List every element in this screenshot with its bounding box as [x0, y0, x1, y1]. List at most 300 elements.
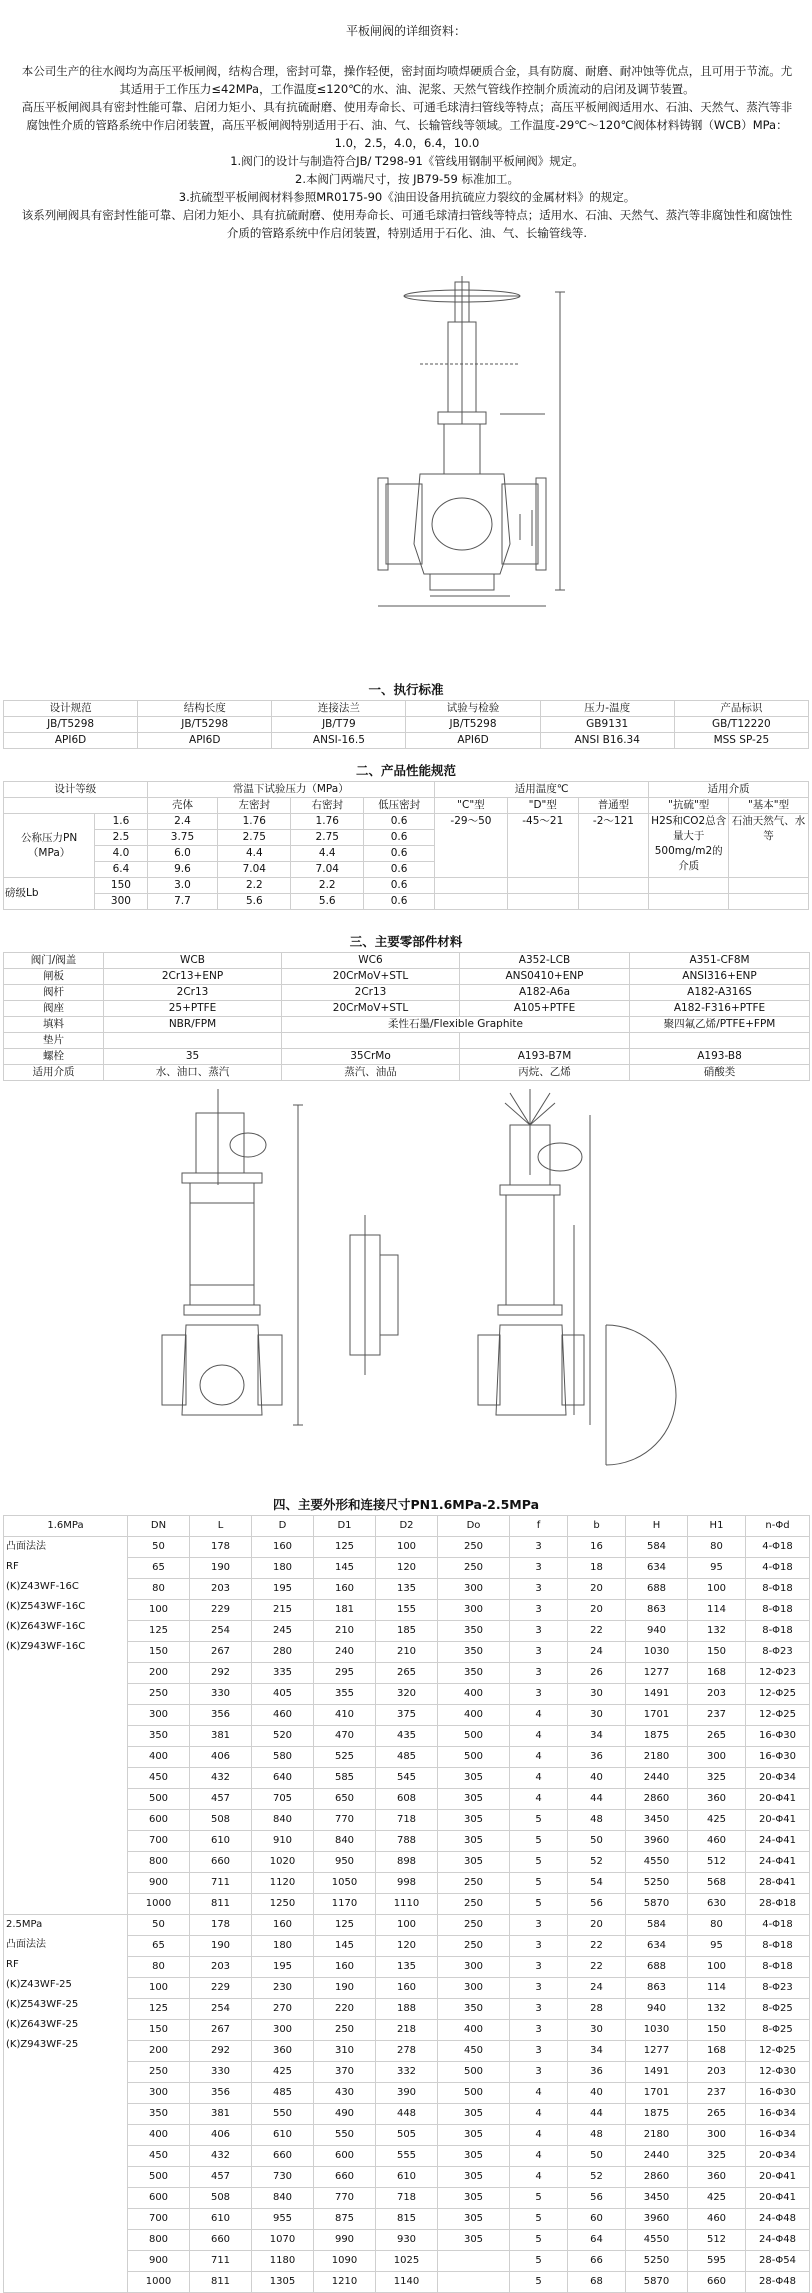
dim-cell: 160	[314, 1957, 376, 1978]
dim-cell: 1030	[626, 1642, 688, 1663]
dim-cell: 178	[190, 1915, 252, 1936]
dim-header: 1.6MPa	[4, 1516, 128, 1537]
dim-cell: 135	[376, 1957, 438, 1978]
dim-cell: 460	[688, 2209, 746, 2230]
dim-cell: 610	[252, 2125, 314, 2146]
dim-cell: 2180	[626, 2125, 688, 2146]
dim-cell: 188	[376, 1999, 438, 2020]
dim-cell: 254	[190, 1621, 252, 1642]
mat-cell: A182-A6a	[460, 985, 630, 1001]
dim-cell: 1030	[626, 2020, 688, 2041]
dim-cell: 8-Φ18	[746, 1936, 810, 1957]
dim-cell: 900	[128, 2251, 190, 2272]
mat-cell: 35CrMo	[282, 1049, 460, 1065]
dim-cell: 295	[314, 1663, 376, 1684]
dim-cell: 160	[376, 1978, 438, 1999]
materials-row	[4, 1049, 810, 1065]
std-cell: GB/T12220	[674, 717, 808, 733]
dim-cell: 200	[128, 1663, 190, 1684]
dim-cell: 8-Φ18	[746, 1957, 810, 1978]
dim-cell: 20-Φ34	[746, 1768, 810, 1789]
dim-cell: 305	[438, 2188, 510, 2209]
dim-cell: 20-Φ41	[746, 2188, 810, 2209]
dim-cell: 406	[190, 2125, 252, 2146]
dim-cell: 95	[688, 1558, 746, 1579]
dim-cell: 660	[190, 2230, 252, 2251]
dim-cell: 300	[438, 1957, 510, 1978]
perf-cell: 0.6	[364, 814, 435, 830]
dim-cell: 250	[438, 1936, 510, 1957]
dim-cell: 550	[314, 2125, 376, 2146]
dim-cell: 305	[438, 1852, 510, 1873]
dim-cell: 390	[376, 2083, 438, 2104]
dim-cell: 8-Φ23	[746, 1642, 810, 1663]
dim-cell: 2440	[626, 2146, 688, 2167]
dim-cell: 508	[190, 1810, 252, 1831]
dim-cell: 545	[376, 1768, 438, 1789]
dim-cell: 381	[190, 1726, 252, 1747]
dim-cell: 300	[438, 1600, 510, 1621]
std-cell: MSS SP-25	[674, 733, 808, 749]
perf-cell: 1.76	[291, 814, 364, 830]
dim-cell: 135	[376, 1579, 438, 1600]
dim-cell: 568	[688, 1873, 746, 1894]
dim-cell: 28-Φ48	[746, 2272, 810, 2293]
dim-cell: 40	[568, 2083, 626, 2104]
dim-cell: 305	[438, 1810, 510, 1831]
dim-cell: 229	[190, 1600, 252, 1621]
mat-label: 填料	[4, 1017, 104, 1033]
dim-cell: 700	[128, 1831, 190, 1852]
perf-media-header: 适用介质	[649, 782, 809, 798]
dim-cell: 305	[438, 2209, 510, 2230]
dim-cell: 114	[688, 1978, 746, 1999]
dim-cell: 310	[314, 2041, 376, 2062]
std-cell: GB9131	[540, 717, 674, 733]
dim-cell: 1250	[252, 1894, 314, 1915]
dim-cell: 350	[128, 1726, 190, 1747]
materials-table	[3, 952, 810, 1081]
mat-cell: A182-F316+PTFE	[630, 1001, 810, 1017]
dim-cell: 425	[688, 2188, 746, 2209]
std-cell: JB/T5298	[4, 717, 138, 733]
dim-cell: 660	[252, 2146, 314, 2167]
model-label: (K)Z43WF-25	[6, 1979, 72, 1990]
dim-cell: 210	[376, 1642, 438, 1663]
table-row	[4, 1915, 810, 1936]
mat-cell: NBR/FPM	[104, 1017, 282, 1033]
dim-cell: 237	[688, 1705, 746, 1726]
dim-cell: 3	[510, 1642, 568, 1663]
dim-cell: 4	[510, 1705, 568, 1726]
dim-cell: 550	[252, 2104, 314, 2125]
std-cell: JB/T79	[272, 717, 406, 733]
dim-cell: 20	[568, 1579, 626, 1600]
dim-cell: 940	[626, 1621, 688, 1642]
materials-row	[4, 985, 810, 1001]
dim-cell: 250	[438, 1537, 510, 1558]
dim-cell: 114	[688, 1600, 746, 1621]
mat-cell	[630, 1033, 810, 1049]
mat-cell: A182-A316S	[630, 985, 810, 1001]
model-label: (K)Z43WF-16C	[6, 1581, 79, 1592]
dim-cell: 5	[510, 2230, 568, 2251]
dim-cell: 500	[438, 2062, 510, 2083]
dim-cell: 1020	[252, 1852, 314, 1873]
perf-cell: 1.6	[95, 814, 147, 830]
dim-cell: 60	[568, 2209, 626, 2230]
mat-label: 阀门/阀盖	[4, 953, 104, 969]
dim-cell: 1491	[626, 2062, 688, 2083]
dim-header: H	[626, 1516, 688, 1537]
perf-sub: 左密封	[218, 798, 291, 814]
dim-cell: 4	[510, 2146, 568, 2167]
dim-cell: 180	[252, 1558, 314, 1579]
dim-cell: 485	[376, 1747, 438, 1768]
intro-para: 2.本阀门两端尺寸，按 JB79-59 标准加工。	[295, 172, 519, 186]
dim-cell: 325	[688, 1768, 746, 1789]
dim-cell: 595	[688, 2251, 746, 2272]
perf-cell: 0.6	[364, 894, 435, 910]
dim-cell: 28	[568, 1999, 626, 2020]
dim-cell: 300	[688, 2125, 746, 2146]
dim-cell: 350	[438, 1642, 510, 1663]
std-header: 压力-温度	[540, 701, 674, 717]
dim-cell: 650	[314, 1789, 376, 1810]
std-header: 产品标识	[674, 701, 808, 717]
dim-cell: 30	[568, 2020, 626, 2041]
dim-cell: 132	[688, 1621, 746, 1642]
dim-cell: 80	[688, 1915, 746, 1936]
dim-cell: 350	[438, 1663, 510, 1684]
dim-cell: 28-Φ41	[746, 1873, 810, 1894]
dim-cell: 1120	[252, 1873, 314, 1894]
dim-cell: 210	[314, 1621, 376, 1642]
std-header: 结构长度	[138, 701, 272, 717]
dim-cell: 1140	[376, 2272, 438, 2293]
dim-cell: 4	[510, 1768, 568, 1789]
dim-cell: 65	[128, 1558, 190, 1579]
dim-cell: 300	[252, 2020, 314, 2041]
mat-cell: A352-LCB	[460, 953, 630, 969]
dim-cell: 8-Φ25	[746, 2020, 810, 2041]
dim-cell: 457	[190, 1789, 252, 1810]
valve-drawing-manual	[0, 274, 812, 676]
dim-cell: 181	[314, 1600, 376, 1621]
dim-cell: 3	[510, 1999, 568, 2020]
dim-cell: 1025	[376, 2251, 438, 2272]
dim-cell: 22	[568, 1957, 626, 1978]
model-label: 凸面法法	[6, 1939, 46, 1950]
perf-cell: 1.76	[218, 814, 291, 830]
mat-cell: 丙烷、乙烯	[460, 1065, 630, 1081]
dim-cell: 634	[626, 1936, 688, 1957]
mat-cell	[282, 1033, 460, 1049]
table-row	[4, 1537, 810, 1558]
dim-cell: 34	[568, 1726, 626, 1747]
dim-cell: 305	[438, 2104, 510, 2125]
dim-cell: 770	[314, 1810, 376, 1831]
dim-cell: 1277	[626, 2041, 688, 2062]
dim-cell: 250	[438, 1873, 510, 1894]
intro-text	[0, 62, 812, 274]
perf-temp-normal: -2～121	[578, 814, 649, 878]
dim-cell: 350	[438, 1621, 510, 1642]
perf-cell: 0.6	[364, 862, 435, 878]
dim-cell: 1110	[376, 1894, 438, 1915]
dim-cell: 3	[510, 1936, 568, 1957]
dim-cell: 16-Φ30	[746, 2083, 810, 2104]
dim-cell: 5	[510, 1831, 568, 1852]
model-label: (K)Z943WF-25	[6, 2039, 79, 2050]
dim-cell: 811	[190, 1894, 252, 1915]
dim-cell: 700	[128, 2209, 190, 2230]
dim-cell: 8-Φ23	[746, 1978, 810, 1999]
dim-cell: 863	[626, 1600, 688, 1621]
dim-cell: 5	[510, 2209, 568, 2230]
dim-header-row	[4, 1516, 810, 1537]
dim-cell: 2860	[626, 1789, 688, 1810]
dim-cell: 610	[190, 1831, 252, 1852]
dim-cell: 190	[190, 1936, 252, 1957]
dim-cell: 5250	[626, 1873, 688, 1894]
dim-cell: 410	[314, 1705, 376, 1726]
dim-cell: 608	[376, 1789, 438, 1810]
mat-label: 垫片	[4, 1033, 104, 1049]
dim-cell: 3	[510, 1621, 568, 1642]
dim-cell: 400	[438, 1684, 510, 1705]
standards-table	[3, 700, 809, 749]
dim-cell: 4550	[626, 2230, 688, 2251]
dim-cell: 305	[438, 2125, 510, 2146]
dim-cell: 100	[128, 1978, 190, 1999]
dim-cell: 512	[688, 2230, 746, 2251]
dim-cell: 330	[190, 1684, 252, 1705]
dim-cell: 36	[568, 1747, 626, 1768]
dim-cell: 356	[190, 1705, 252, 1726]
materials-row	[4, 969, 810, 985]
mat-cell: A105+PTFE	[460, 1001, 630, 1017]
dim-cell: 381	[190, 2104, 252, 2125]
dim-cell: 305	[438, 2146, 510, 2167]
dim-cell: 237	[688, 2083, 746, 2104]
dim-cell: 305	[438, 1831, 510, 1852]
mat-cell: ANSI316+ENP	[630, 969, 810, 985]
perf-sub: 右密封	[291, 798, 364, 814]
dim-cell: 56	[568, 1894, 626, 1915]
dim-cell: 875	[314, 2209, 376, 2230]
dim-cell: 811	[190, 2272, 252, 2293]
dim-cell: 800	[128, 1852, 190, 1873]
dim-cell: 400	[438, 1705, 510, 1726]
dim-cell: 900	[128, 1873, 190, 1894]
dim-header: D2	[376, 1516, 438, 1537]
dim-cell: 520	[252, 1726, 314, 1747]
dim-cell: 160	[252, 1537, 314, 1558]
dim-cell: 195	[252, 1957, 314, 1978]
perf-type: "C"型	[434, 798, 507, 814]
dim-cell: 292	[190, 1663, 252, 1684]
mat-cell	[104, 1033, 282, 1049]
perf-type: "基本"型	[729, 798, 809, 814]
perf-cell: 0.6	[364, 878, 435, 894]
perf-cell: 3.75	[147, 830, 218, 846]
model-label: (K)Z643WF-25	[6, 2019, 79, 2030]
dim-cell: 12-Φ23	[746, 1663, 810, 1684]
dim-cell: 450	[128, 2146, 190, 2167]
dim-cell: 300	[128, 2083, 190, 2104]
dim-cell: 54	[568, 1873, 626, 1894]
dim-cell: 330	[190, 2062, 252, 2083]
dim-cell: 48	[568, 1810, 626, 1831]
dim-cell: 688	[626, 1957, 688, 1978]
perf-cell: 2.75	[291, 830, 364, 846]
dim-cell: 840	[252, 1810, 314, 1831]
dim-cell: 585	[314, 1768, 376, 1789]
lb-label: 磅级Lb	[4, 878, 95, 910]
dim-cell: 350	[128, 2104, 190, 2125]
dim-cell: 430	[314, 2083, 376, 2104]
dim-cell: 265	[688, 1726, 746, 1747]
dim-cell: 250	[438, 1558, 510, 1579]
dim-cell	[438, 2251, 510, 2272]
perf-cell: 3.0	[147, 878, 218, 894]
dim-cell: 145	[314, 1936, 376, 1957]
perf-cell: 5.6	[218, 894, 291, 910]
section-title-dimensions: 四、主要外形和连接尺寸PN1.6MPa-2.5MPa	[273, 1497, 539, 1512]
perf-temp-header: 适用温度℃	[434, 782, 648, 798]
dim-cell: 505	[376, 2125, 438, 2146]
dim-cell: 450	[438, 2041, 510, 2062]
dim-cell: 100	[688, 1957, 746, 1978]
dim-cell: 28-Φ18	[746, 1894, 810, 1915]
dim-cell: 3	[510, 2041, 568, 2062]
dim-cell: 910	[252, 1831, 314, 1852]
perf-type: "抗硫"型	[649, 798, 729, 814]
dim-cell: 24-Φ41	[746, 1852, 810, 1873]
dim-cell: 150	[688, 2020, 746, 2041]
mat-label: 闸板	[4, 969, 104, 985]
dim-cell: 1050	[314, 1873, 376, 1894]
dim-cell: 5	[510, 1852, 568, 1873]
dim-cell: 815	[376, 2209, 438, 2230]
dim-header: f	[510, 1516, 568, 1537]
dim-cell: 3	[510, 2020, 568, 2041]
dim-header: DN	[128, 1516, 190, 1537]
perf-temp-c: -29～50	[434, 814, 507, 878]
dim-cell: 100	[128, 1600, 190, 1621]
dim-cell: 688	[626, 1579, 688, 1600]
dim-cell: 20-Φ41	[746, 2167, 810, 2188]
dim-cell: 425	[252, 2062, 314, 2083]
dim-cell: 332	[376, 2062, 438, 2083]
dim-cell: 3960	[626, 2209, 688, 2230]
dim-cell: 50	[128, 1915, 190, 1936]
dim-cell: 955	[252, 2209, 314, 2230]
dim-cell: 350	[438, 1999, 510, 2020]
std-cell: JB/T5298	[138, 717, 272, 733]
performance-table	[3, 781, 809, 910]
dim-cell: 3	[510, 1579, 568, 1600]
dim-cell: 100	[376, 1915, 438, 1936]
dim-cell: 16-Φ34	[746, 2125, 810, 2146]
dim-cell: 305	[438, 1789, 510, 1810]
std-cell: JB/T5298	[406, 717, 540, 733]
std-cell: API6D	[138, 733, 272, 749]
dim-cell: 24-Φ41	[746, 1831, 810, 1852]
dim-cell: 26	[568, 1663, 626, 1684]
dim-cell: 1277	[626, 1663, 688, 1684]
dim-cell: 64	[568, 2230, 626, 2251]
model-group	[4, 1915, 128, 2293]
dim-cell: 1180	[252, 2251, 314, 2272]
dim-cell: 218	[376, 2020, 438, 2041]
std-cell: ANSI B16.34	[540, 733, 674, 749]
materials-row	[4, 1065, 810, 1081]
dim-cell: 500	[438, 2083, 510, 2104]
valve-drawing-svg	[0, 274, 812, 676]
dim-cell: 18	[568, 1558, 626, 1579]
dim-cell: 50	[568, 1831, 626, 1852]
perf-cell: 4.0	[95, 846, 147, 862]
section-title-standards: 一、执行标准	[368, 682, 444, 697]
dim-cell: 610	[190, 2209, 252, 2230]
mat-cell: 35	[104, 1049, 282, 1065]
dim-cell: 500	[128, 1789, 190, 1810]
dim-cell: 250	[128, 2062, 190, 2083]
dim-cell: 28-Φ54	[746, 2251, 810, 2272]
dim-cell: 20-Φ34	[746, 2146, 810, 2167]
dimensions-table	[3, 1515, 810, 2293]
dim-header: b	[568, 1516, 626, 1537]
mat-cell: 20CrMoV+STL	[282, 1001, 460, 1017]
dim-cell: 770	[314, 2188, 376, 2209]
dim-cell: 50	[568, 2146, 626, 2167]
dim-cell: 240	[314, 1642, 376, 1663]
mat-cell: 2Cr13	[282, 985, 460, 1001]
dim-cell: 400	[128, 2125, 190, 2146]
perf-cell: 2.2	[291, 878, 364, 894]
perf-cell: 0.6	[364, 830, 435, 846]
dim-cell: 12-Φ30	[746, 2062, 810, 2083]
dim-cell: 100	[376, 1537, 438, 1558]
dim-cell: 1000	[128, 1894, 190, 1915]
dim-cell: 1170	[314, 1894, 376, 1915]
dim-cell: 24-Φ48	[746, 2230, 810, 2251]
dim-cell	[438, 2272, 510, 2293]
dim-cell: 80	[128, 1579, 190, 1600]
dim-cell: 16-Φ30	[746, 1747, 810, 1768]
dim-cell: 4-Φ18	[746, 1558, 810, 1579]
perf-cell: 150	[95, 878, 147, 894]
dim-cell: 634	[626, 1558, 688, 1579]
dim-cell: 3	[510, 1957, 568, 1978]
dim-cell: 20	[568, 1600, 626, 1621]
dim-cell: 3	[510, 1600, 568, 1621]
dim-cell: 24-Φ48	[746, 2209, 810, 2230]
dim-cell: 1875	[626, 2104, 688, 2125]
dim-cell: 250	[438, 1894, 510, 1915]
dim-cell: 508	[190, 2188, 252, 2209]
dim-cell: 325	[688, 2146, 746, 2167]
dim-cell: 12-Φ25	[746, 2041, 810, 2062]
model-label: 凸面法法	[6, 1541, 46, 1552]
dim-cell: 2180	[626, 1747, 688, 1768]
dim-cell: 95	[688, 1936, 746, 1957]
perf-cell: 7.04	[291, 862, 364, 878]
dim-cell: 4	[510, 2125, 568, 2146]
dim-header: L	[190, 1516, 252, 1537]
